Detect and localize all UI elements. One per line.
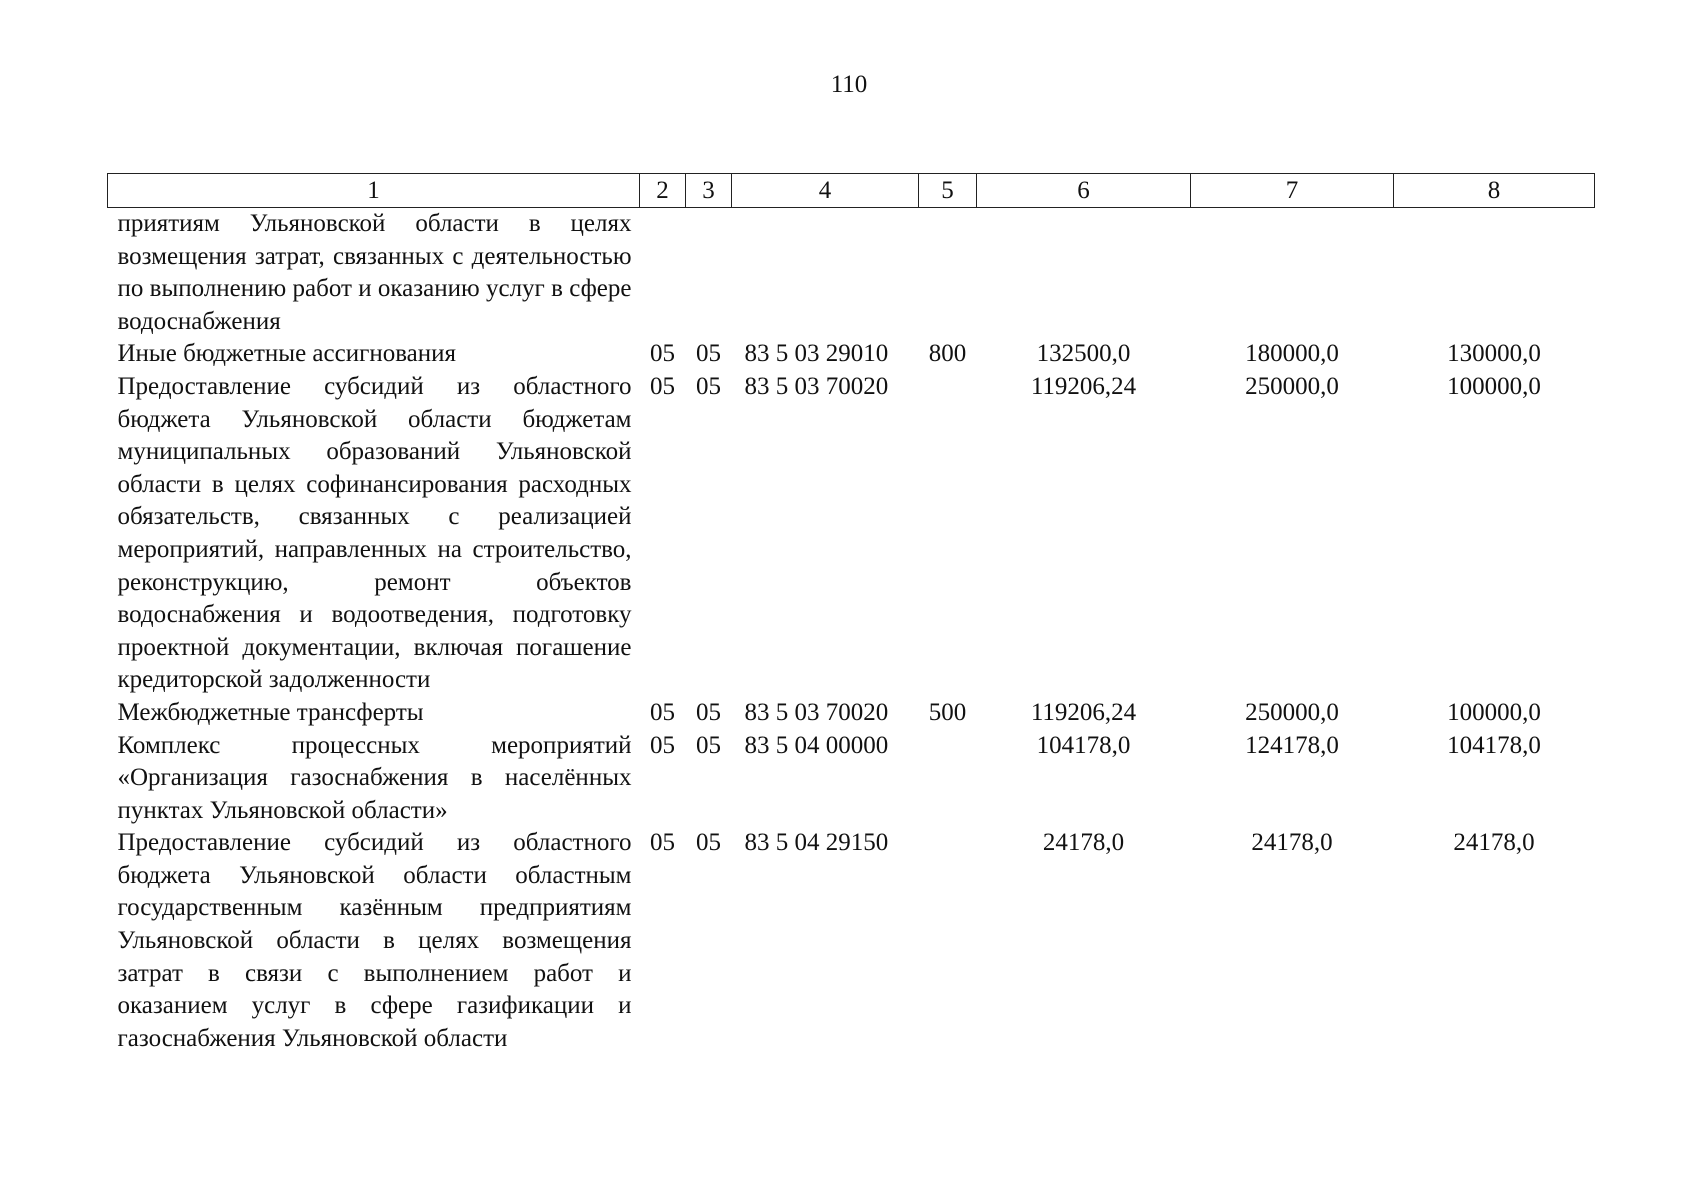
column-header-1: 1 <box>108 174 640 208</box>
row-rz: 05 <box>650 829 675 857</box>
row-value-6: 132500,0 <box>1036 340 1131 368</box>
row-name: Предоставление субсидий из областного бюджета Ульяновской области областным государственным казённым предприятиям Ульяновской области в целях возмещения затрат в связи с выполнением работ и оказанием услуг в сфере газификации и газоснабжения Ульяновской области <box>117 829 632 1052</box>
row-value-8: 130000,0 <box>1447 340 1541 368</box>
row-value-6: 24178,0 <box>1042 829 1125 857</box>
header-row <box>108 174 1595 208</box>
column-header-6: 6 <box>977 174 1191 208</box>
row-value-6: 119206,24 <box>1030 372 1137 400</box>
column-header-5: 5 <box>919 174 977 208</box>
table-row <box>108 730 1595 828</box>
table-row <box>108 697 1595 730</box>
row-name: Иные бюджетные ассигнования <box>117 340 457 368</box>
row-csr: 83 5 03 29010 <box>744 340 889 368</box>
row-pr: 05 <box>696 731 721 759</box>
row-csr: 83 5 04 29150 <box>744 829 889 857</box>
row-value-8: 100000,0 <box>1447 698 1541 726</box>
table-row <box>108 827 1595 1055</box>
table-row <box>108 338 1595 371</box>
column-header-3: 3 <box>686 174 732 208</box>
table-row <box>108 208 1595 339</box>
row-vr: 500 <box>928 698 967 726</box>
table-row <box>108 371 1595 697</box>
row-value-7: 180000,0 <box>1245 340 1339 368</box>
row-value-8: 24178,0 <box>1453 829 1535 857</box>
row-pr: 05 <box>696 372 721 400</box>
row-value-8: 100000,0 <box>1447 372 1541 400</box>
row-csr: 83 5 03 70020 <box>744 698 889 726</box>
row-vr <box>919 827 977 1055</box>
column-header-4: 4 <box>732 174 919 208</box>
row-value-8 <box>1394 208 1595 339</box>
row-vr: 800 <box>928 340 967 368</box>
row-value-7: 250000,0 <box>1245 698 1339 726</box>
row-name: Комплекс процессных мероприятий «Организация газоснабжения в населённых пунктах Ульяновской области» <box>117 731 632 824</box>
column-header-7: 7 <box>1191 174 1394 208</box>
row-value-6 <box>977 208 1191 339</box>
row-value-7: 250000,0 <box>1245 372 1339 400</box>
budget-table <box>107 173 1595 1055</box>
row-rz: 05 <box>650 698 675 726</box>
row-pr: 05 <box>696 340 721 368</box>
row-rz: 05 <box>650 340 675 368</box>
table-body <box>108 208 1595 1056</box>
row-rz: 05 <box>650 731 675 759</box>
row-value-6: 104178,0 <box>1036 731 1131 759</box>
row-rz: 05 <box>650 372 675 400</box>
row-value-8: 104178,0 <box>1447 731 1541 759</box>
row-name: Предоставление субсидий из областного бюджета Ульяновской области бюджетам муниципальных образований Ульяновской области в целях софинансирования расходных обязательств, связанных с реализацией мероприятий, направленных на строительство, реконструкцию, ремонт объектов водоснабжения и водоотведения, подготовку проектной документации, включая погашение кредиторской задолженности <box>117 372 632 694</box>
row-pr <box>686 208 732 339</box>
column-header-8: 8 <box>1394 174 1595 208</box>
row-name: приятиям Ульяновской области в целях возмещения затрат, связанных с деятельностью по выполнению работ и оказанию услуг в сфере водоснабжения <box>117 210 632 335</box>
row-vr <box>919 371 977 697</box>
row-pr: 05 <box>696 698 721 726</box>
row-vr <box>919 730 977 828</box>
table-header <box>108 174 1595 208</box>
column-header-2: 2 <box>640 174 686 208</box>
row-value-7 <box>1191 208 1394 339</box>
row-csr: 83 5 04 00000 <box>744 731 889 759</box>
row-value-7: 124178,0 <box>1245 731 1339 759</box>
row-csr: 83 5 03 70020 <box>744 372 889 400</box>
row-rz <box>640 208 686 339</box>
page-number: 110 <box>830 71 868 98</box>
row-pr: 05 <box>696 829 721 857</box>
row-value-7: 24178,0 <box>1251 829 1333 857</box>
row-vr <box>919 208 977 339</box>
row-value-6: 119206,24 <box>1030 698 1137 726</box>
row-name: Межбюджетные трансферты <box>117 698 424 726</box>
row-csr <box>732 208 919 339</box>
